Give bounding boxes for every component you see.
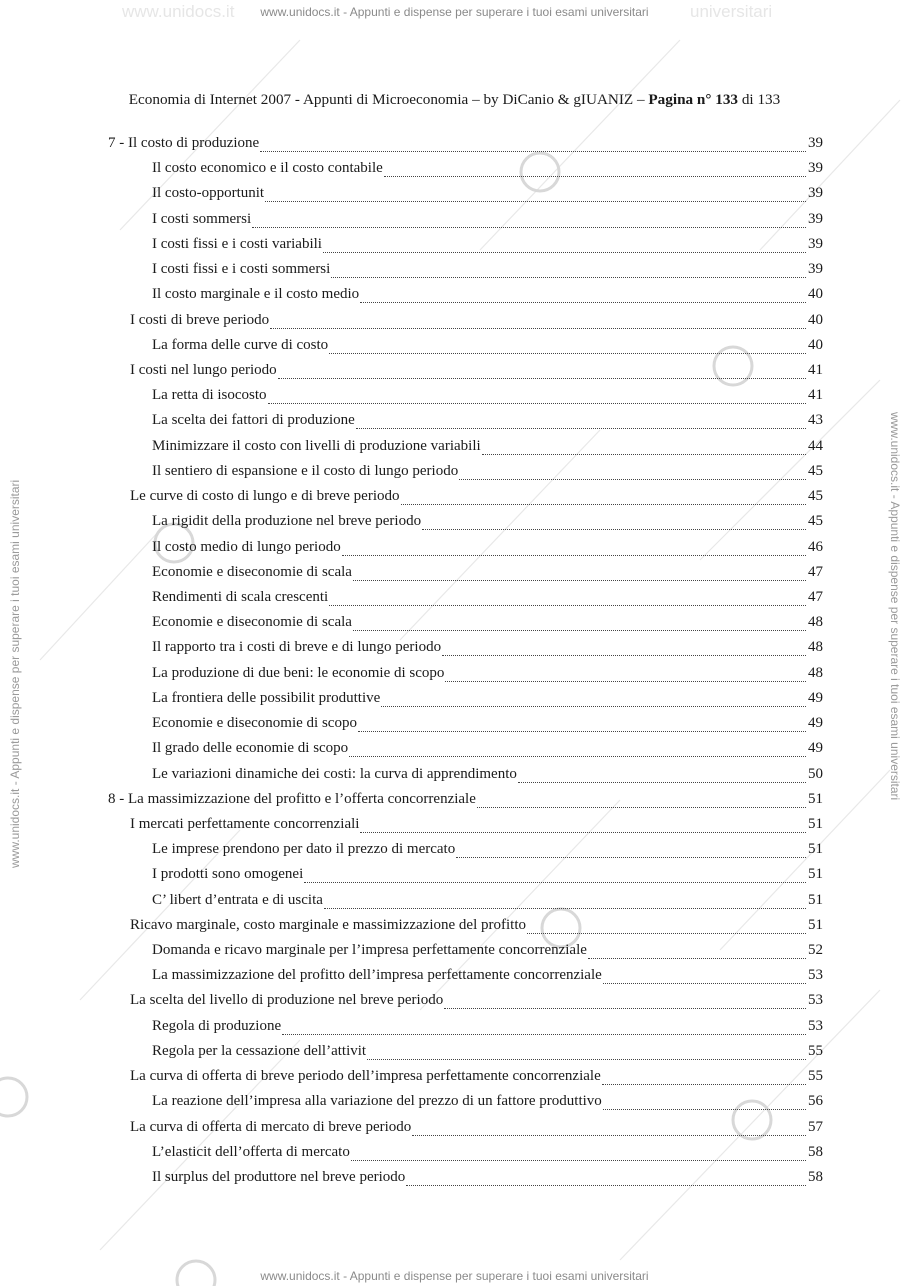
toc-entry-title: I costi di breve periodo — [130, 311, 270, 328]
toc-leader-dots — [602, 1084, 806, 1085]
toc-leader-dots — [265, 201, 806, 202]
toc-leader-dots — [324, 908, 806, 909]
toc-leader-dots — [588, 958, 806, 959]
toc-entry-title: Regola per la cessazione dell’attivit — [152, 1042, 367, 1059]
toc-entry[interactable] — [130, 917, 823, 942]
toc-leader-dots — [323, 252, 806, 253]
toc-leader-dots — [331, 277, 806, 278]
toc-entry-title: Le imprese prendono per dato il prezzo di mercato — [152, 841, 456, 858]
toc-entry-title: Economie e diseconomie di scopo — [152, 715, 357, 732]
toc-leader-dots — [252, 227, 806, 228]
toc-entry[interactable] — [152, 261, 823, 286]
toc-entry-title: Economie e diseconomie di scala — [152, 614, 352, 631]
toc-entry-title: La scelta dei fattori di produzione — [152, 412, 355, 429]
toc-leader-dots — [270, 328, 806, 329]
toc-entry-title: Il rapporto tra i costi di breve e di lungo periodo — [152, 639, 442, 656]
toc-entry-title: I prodotti sono omogenei — [152, 866, 304, 883]
toc-entry[interactable] — [152, 513, 823, 538]
toc-entry-page: 40 — [808, 336, 823, 353]
header-page-label: Pagina n° 133 — [648, 91, 739, 108]
toc-entry-title: I costi nel lungo periodo — [130, 361, 277, 378]
toc-entry-page: 40 — [808, 311, 823, 328]
toc-entry-page: 58 — [808, 1143, 823, 1160]
toc-entry-page: 39 — [808, 261, 823, 278]
toc-entry[interactable] — [130, 816, 823, 841]
toc-entry-page: 48 — [808, 614, 823, 631]
toc-leader-dots — [367, 1059, 806, 1060]
toc-leader-dots — [401, 504, 806, 505]
toc-entry-page: 43 — [808, 412, 823, 429]
toc-entry[interactable] — [152, 539, 823, 564]
watermark-faint-right: universitari — [690, 2, 773, 21]
toc-entry[interactable] — [130, 992, 823, 1017]
toc-entry-page: 51 — [808, 866, 823, 883]
toc-leader-dots — [358, 731, 806, 732]
header-prefix: Economia di Internet 2007 - Appunti di Microeconomia – by DiCanio & gIUANIZ – — [128, 91, 649, 108]
toc-leader-dots — [381, 706, 806, 707]
watermark-side-left: www.unidocs.it - Appunti e dispense per superare i tuoi esami universitari — [8, 479, 22, 868]
toc-leader-dots — [260, 151, 806, 152]
toc-entry-title: La curva di offerta di mercato di breve periodo — [130, 1118, 412, 1135]
toc-entry[interactable] — [130, 1068, 823, 1093]
toc-leader-dots — [456, 857, 806, 858]
toc-entry[interactable] — [152, 286, 823, 311]
toc-entry-page: 46 — [808, 538, 823, 555]
toc-leader-dots — [349, 756, 806, 757]
toc-entry[interactable] — [130, 312, 823, 337]
toc-entry-page: 51 — [808, 790, 823, 807]
toc-entry-page: 50 — [808, 765, 823, 782]
toc-entry-title: Rendimenti di scala crescenti — [152, 588, 329, 605]
toc-leader-dots — [406, 1185, 806, 1186]
toc-entry-page: 39 — [808, 160, 823, 177]
toc-entry-page: 39 — [808, 235, 823, 252]
toc-entry-page: 49 — [808, 715, 823, 732]
toc-entry-page: 53 — [808, 967, 823, 984]
toc-entry[interactable] — [152, 967, 823, 992]
toc-entry-page: 52 — [808, 942, 823, 959]
toc-entry[interactable] — [152, 766, 823, 791]
toc-entry-title: Il surplus del produttore nel breve periodo — [152, 1169, 406, 1186]
toc-entry[interactable] — [152, 211, 823, 236]
toc-leader-dots — [442, 655, 806, 656]
toc-entry-title: La retta di isocosto — [152, 387, 267, 404]
toc-leader-dots — [329, 605, 806, 606]
toc-leader-dots — [329, 353, 806, 354]
toc-entry-page: 58 — [808, 1169, 823, 1186]
toc-entry-title: Economie e diseconomie di scala — [152, 563, 352, 580]
toc-entry-page: 49 — [808, 740, 823, 757]
toc-entry-title: Il costo medio di lungo periodo — [152, 538, 341, 555]
toc-entry[interactable] — [152, 185, 823, 210]
toc-entry-page: 45 — [808, 462, 823, 479]
watermark-faint-left: www.unidocs.it — [122, 2, 235, 21]
toc-leader-dots — [603, 1109, 806, 1110]
toc-entry-page: 53 — [808, 1017, 823, 1034]
toc-leader-dots — [356, 428, 806, 429]
toc-leader-dots — [360, 302, 806, 303]
toc-entry-title: La produzione di due beni: le economie di scopo — [152, 664, 445, 681]
toc-leader-dots — [351, 1160, 806, 1161]
toc-entry[interactable] — [152, 942, 823, 967]
toc-entry-title: La reazione dell’impresa alla variazione del prezzo di un fattore produttivo — [152, 1093, 602, 1110]
header-suffix: di 133 — [738, 91, 781, 108]
toc-entry[interactable] — [152, 892, 823, 917]
toc-entry-title: Le variazioni dinamiche dei costi: la curva di apprendimento — [152, 765, 517, 782]
toc-entry-page: 47 — [808, 588, 823, 605]
toc-entry[interactable] — [152, 841, 823, 866]
toc-entry-title: La frontiera delle possibilit produttive — [152, 689, 381, 706]
toc-entry-page: 45 — [808, 488, 823, 505]
toc-entry-title: La scelta del livello di produzione nel breve periodo — [130, 992, 444, 1009]
toc-leader-dots — [477, 807, 806, 808]
toc-entry-page: 48 — [808, 664, 823, 681]
toc-entry[interactable] — [152, 412, 823, 437]
toc-entry-page: 39 — [808, 135, 823, 151]
toc-entry-page: 48 — [808, 639, 823, 656]
toc-entry-title: 8 - La massimizzazione del profitto e l’offerta concorrenziale — [108, 790, 476, 807]
toc-entry[interactable] — [152, 1144, 823, 1169]
toc-entry-title: I costi fissi e i costi variabili — [152, 235, 322, 252]
toc-leader-dots — [342, 555, 806, 556]
toc-entry[interactable] — [130, 362, 823, 387]
toc-leader-dots — [360, 832, 806, 833]
toc-entry-title: 7 - Il costo di produzione — [108, 135, 260, 151]
toc-leader-dots — [384, 176, 806, 177]
toc-entry-page: 39 — [808, 210, 823, 227]
toc-entry-page: 53 — [808, 992, 823, 1009]
toc-entry[interactable] — [152, 1093, 823, 1118]
toc-entry-title: La rigidit della produzione nel breve periodo — [152, 513, 422, 530]
toc-entry-page: 51 — [808, 916, 823, 933]
toc-entry[interactable] — [152, 665, 823, 690]
toc-leader-dots — [482, 454, 806, 455]
toc-entry-title: Il costo economico e il costo contabile — [152, 160, 383, 177]
toc-entry[interactable] — [108, 135, 823, 160]
toc-entry-title: I costi sommersi — [152, 210, 252, 227]
toc-entry[interactable] — [152, 160, 823, 185]
toc-entry-title: Ricavo marginale, costo marginale e massimizzazione del profitto — [130, 916, 526, 933]
toc-entry-page: 51 — [808, 891, 823, 908]
toc-entry-page: 41 — [808, 361, 823, 378]
toc-leader-dots — [282, 1034, 806, 1035]
toc-entry[interactable] — [152, 1018, 823, 1043]
toc-leader-dots — [304, 882, 806, 883]
toc-entry-page: 57 — [808, 1118, 823, 1135]
watermark-side-right: www.unidocs.it - Appunti e dispense per superare i tuoi esami universitari — [888, 412, 902, 801]
toc-entry-title: La massimizzazione del profitto dell’impresa perfettamente concorrenziale — [152, 967, 602, 984]
toc-entry[interactable] — [152, 564, 823, 589]
toc-entry-page: 41 — [808, 387, 823, 404]
toc-entry-title: I costi fissi e i costi sommersi — [152, 261, 331, 278]
page-header — [0, 91, 909, 109]
toc-entry-title: L’elasticit dell’offerta di mercato — [152, 1143, 350, 1160]
toc-leader-dots — [278, 378, 806, 379]
toc-leader-dots — [412, 1135, 806, 1136]
toc-entry-title: Il costo marginale e il costo medio — [152, 286, 360, 303]
toc-entry-title: Minimizzare il costo con livelli di produzione variabili — [152, 437, 481, 454]
toc-entry-page: 55 — [808, 1068, 823, 1085]
toc-entry[interactable] — [152, 866, 823, 891]
toc-leader-dots — [445, 681, 806, 682]
watermark-top[interactable]: www.unidocs.it - Appunti e dispense per superare i tuoi esami universitari — [260, 5, 649, 19]
toc-entry[interactable] — [152, 438, 823, 463]
toc-leader-dots — [527, 933, 806, 934]
toc-entry-page: 55 — [808, 1042, 823, 1059]
toc-entry[interactable] — [152, 337, 823, 362]
toc-leader-dots — [444, 1008, 806, 1009]
toc-leader-dots — [268, 403, 806, 404]
toc-leader-dots — [518, 782, 806, 783]
toc-entry-page: 44 — [808, 437, 823, 454]
toc-leader-dots — [353, 580, 806, 581]
toc-entry[interactable] — [152, 690, 823, 715]
toc-entry[interactable] — [152, 1169, 823, 1194]
toc-entry-page: 51 — [808, 841, 823, 858]
toc-entry[interactable] — [130, 488, 823, 513]
toc-entry-title: La forma delle curve di costo — [152, 336, 329, 353]
toc-entry-page: 45 — [808, 513, 823, 530]
toc-entry[interactable] — [108, 791, 823, 816]
toc-entry[interactable] — [152, 639, 823, 664]
toc-entry[interactable] — [152, 236, 823, 261]
toc-leader-dots — [603, 983, 806, 984]
toc-entry-title: Il costo-opportunit — [152, 185, 265, 202]
toc-entry-page: 47 — [808, 563, 823, 580]
toc-entry[interactable] — [152, 463, 823, 488]
toc-leader-dots — [422, 529, 806, 530]
toc-entry-title: Le curve di costo di lungo e di breve periodo — [130, 488, 400, 505]
toc-entry-title: Il grado delle economie di scopo — [152, 740, 349, 757]
toc-entry-title: Regola di produzione — [152, 1017, 282, 1034]
toc-entry-page: 40 — [808, 286, 823, 303]
toc-entry-page: 51 — [808, 815, 823, 832]
toc-entry-page: 49 — [808, 689, 823, 706]
toc-entry-title: Il sentiero di espansione e il costo di lungo periodo — [152, 462, 459, 479]
toc-entry[interactable] — [152, 614, 823, 639]
toc-entry-page: 39 — [808, 185, 823, 202]
toc-entry[interactable] — [130, 1119, 823, 1144]
toc-leader-dots — [353, 630, 806, 631]
watermark-bottom[interactable]: www.unidocs.it - Appunti e dispense per superare i tuoi esami universitari — [260, 1269, 649, 1283]
toc-entry-page: 56 — [808, 1093, 823, 1110]
toc-entry-title: La curva di offerta di breve periodo dell’impresa perfettamente concorrenziale — [130, 1068, 601, 1085]
toc-entry[interactable] — [152, 715, 823, 740]
toc-entry-title: I mercati perfettamente concorrenziali — [130, 815, 360, 832]
toc-leader-dots — [459, 479, 806, 480]
toc-entry-title: C’ libert d’entrata e di uscita — [152, 891, 323, 908]
toc-entry[interactable] — [152, 387, 823, 412]
toc-entry[interactable] — [152, 589, 823, 614]
toc-entry-title: Domanda e ricavo marginale per l’impresa perfettamente concorrenziale — [152, 942, 587, 959]
toc-entry[interactable] — [152, 1043, 823, 1068]
toc-entry[interactable] — [152, 740, 823, 765]
